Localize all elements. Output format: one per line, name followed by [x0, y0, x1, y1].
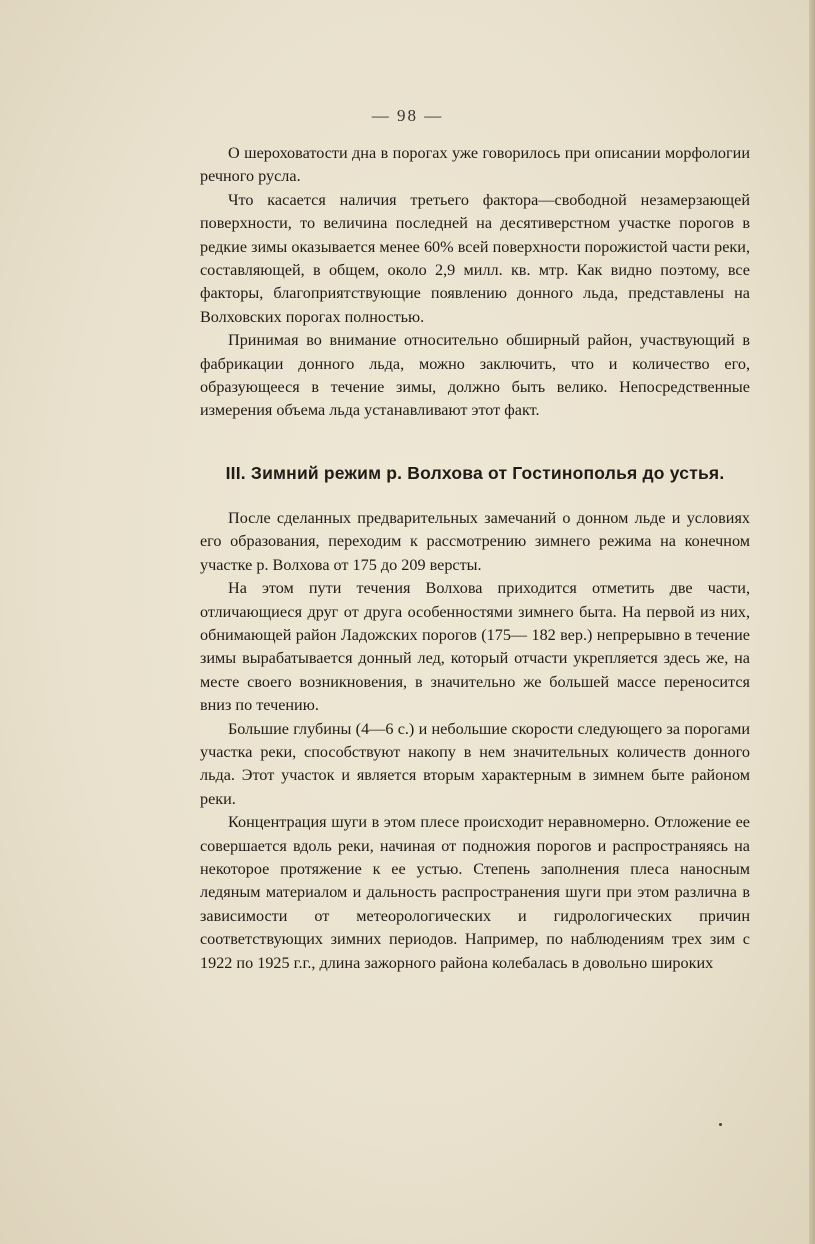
paragraph: На этом пути течения Волхова приходится отметить две части, отличающиеся друг от друга особенностями зимнего быта. На первой из них, обнимающей район Ладожских порогов (175— 182 вер.) непрерывно в течение зимы вырабатывается донный лед, который отчасти укрепляется здесь же, на месте своего возникновения, в значительно же большей массе переносится вниз по течению. — [200, 579, 750, 715]
paragraph: После сделанных предварительных замечаний о донном льде и условиях его образования, переходим к рассмотрению зимнего режима на конечном участке р. Волхова от 175 до 209 версты. — [200, 508, 750, 574]
paragraph: Что касается наличия третьего фактора—свободной незамерзающей поверхности, то величина последней на десятиверстном участке порогов в редкие зимы оказывается менее 60% всей поверхности порожистой части реки, составляющей, в общем, около 2,9 милл. кв. мтр. Как видно поэтому, все факторы, благоприятствующие появлению донного льда, представлены на Волховских порогах полностью. — [200, 190, 750, 326]
paragraph: Большие глубины (4—6 с.) и небольшие скорости следующего за порогами участка реки, способствуют накопу в нем значительных количеств донного льда. Этот участок и является вторым характерным в зимнем быте районом реки. — [200, 719, 750, 808]
ink-speck — [719, 1123, 722, 1126]
paragraph: Концентрация шуги в этом плесе происходит неравномерно. Отложение ее совершается вдоль реки, начиная от подножия порогов и распространяясь на некоторое протяжение к ее устью. Степень заполнения плеса наносным ледяным материалом и дальность распространения шуги при этом различна в зависимости от метеорологических и гидрологических причин соответствующих зимних периодов. Например, по наблюдениям трех зим с 1922 по 1925 г.г., длина зажорного района колебалась в довольно широких — [200, 813, 750, 972]
paragraph: О шероховатости дна в порогах уже говорилось при описании морфологии речного русла. — [200, 144, 750, 186]
page-number: — 98 — — [371, 106, 444, 125]
paragraph: Принимая во внимание относительно обширный район, участвующий в фабрикации донного льда, можно заключить, что и количество его, образующееся в течение зимы, должно быть велико. Непосредственные измерения объема льда устанавливают этот факт. — [200, 331, 750, 420]
section-heading: III. Зимний режим р. Волхова от Гостинополья до устья. — [225, 462, 725, 483]
body-text — [200, 142, 750, 975]
page-edge-shadow — [809, 0, 815, 1244]
